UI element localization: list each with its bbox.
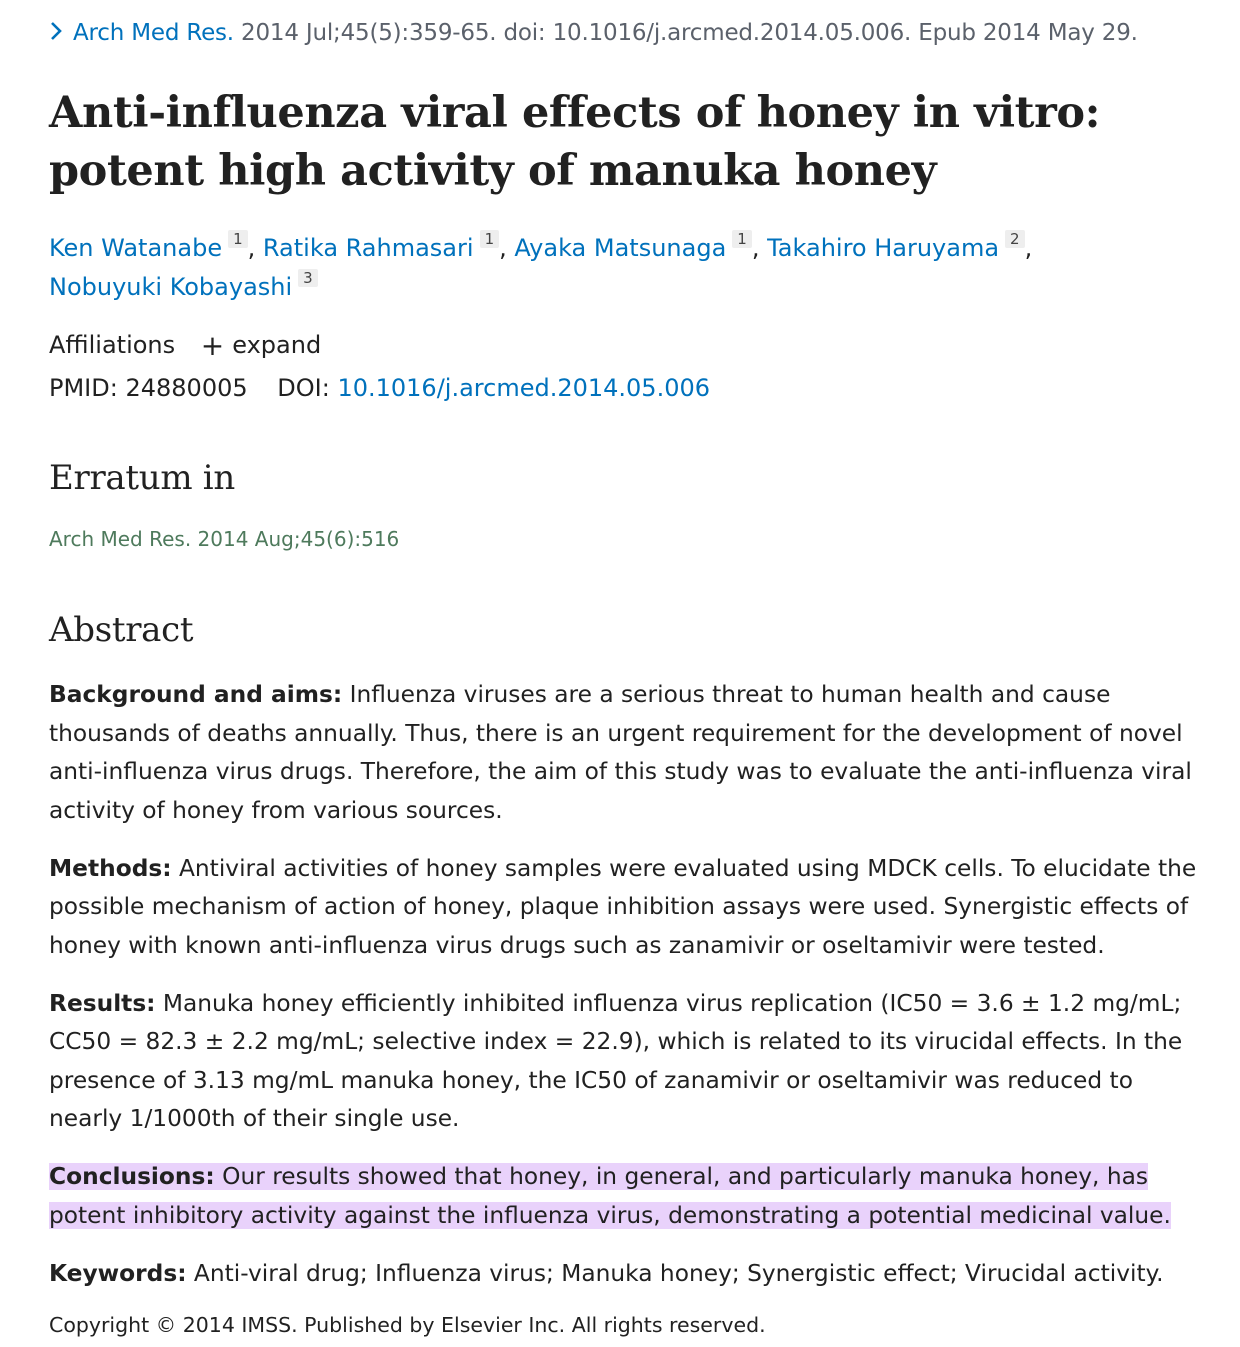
abstract-body <box>49 676 1209 1313</box>
affiliation-ref[interactable]: 3 <box>298 269 318 287</box>
affiliation-ref[interactable]: 1 <box>732 230 752 248</box>
abstract-heading: Abstract <box>49 610 194 650</box>
affiliation-ref[interactable]: 1 <box>480 230 500 248</box>
author-link[interactable]: Ayaka Matsunaga <box>514 234 727 262</box>
section-label: Results: <box>49 989 156 1017</box>
abstract-keywords <box>49 1255 1209 1294</box>
doi-label: DOI: <box>277 374 330 402</box>
abstract-conclusions <box>49 1158 1209 1235</box>
doi-link[interactable]: 10.1016/j.arcmed.2014.05.006 <box>337 374 711 402</box>
citation-details: 2014 Jul;45(5):359-65. doi: 10.1016/j.arcmed.2014.05.006. Epub 2014 May 29. <box>241 20 1138 46</box>
keywords-text: Anti-viral drug; Influenza virus; Manuka honey; Synergistic effect; Virucidal activity. <box>193 1259 1164 1287</box>
journal-citation <box>49 20 1138 46</box>
abstract-background <box>49 676 1209 830</box>
author-list: Ken Watanabe $^1$ , Ratika Rahmasari $^1$ , Ayaka Matsunaga $^1$ , Takahiro Haruyama $^2$ , Nobuyuki Kobayashi $^3$ <box>49 230 1033 301</box>
article-identifiers <box>49 373 710 403</box>
plus-icon: + <box>200 329 225 362</box>
pmid-value: 24880005 <box>125 374 248 402</box>
section-label: Methods: <box>49 854 172 882</box>
section-label: Background and aims: <box>49 681 343 708</box>
article-title: Anti-influenza viral effects of honey in vitro: potent high activity of manuka honey <box>49 88 1101 196</box>
affiliation-ref[interactable]: 2 <box>1005 230 1025 248</box>
section-text: Influenza viruses are a serious threat to human health and cause thousands of deaths annually. Thus, there is an urgent requirement for the development of novel anti-influenza virus drugs. Therefore, the aim of this study was to evaluate the anti-influenza viral activity of honey from various sources. <box>49 681 1192 824</box>
author-link[interactable]: Ken Watanabe <box>49 234 223 262</box>
section-label: Conclusions: <box>49 1163 215 1190</box>
erratum-heading: Erratum in <box>49 458 235 498</box>
affiliations-toggle[interactable] <box>49 330 321 361</box>
section-text: Our results showed that honey, in general, and particularly manuka honey, has potent inhibitory activity against the influenza virus, demonstrating a potential medicinal value. <box>49 1163 1171 1229</box>
erratum-link[interactable]: Arch Med Res. 2014 Aug;45(6):516 <box>49 527 400 551</box>
keywords-label: Keywords: <box>49 1259 187 1287</box>
section-text: Antiviral activities of honey samples were evaluated using MDCK cells. To elucidate the possible mechanism of action of honey, plaque inhibition assays were used. Synergistic effects of honey with known anti-influenza virus drugs such as zanamivir or oseltamivir were tested. <box>49 854 1197 959</box>
author-link[interactable]: Takahiro Haruyama <box>767 234 1000 262</box>
author-link[interactable]: Ratika Rahmasari <box>262 234 474 262</box>
abstract-methods <box>49 850 1209 966</box>
pmid-label: PMID: <box>49 374 118 402</box>
abstract-results <box>49 985 1209 1139</box>
chevron-right-icon[interactable] <box>49 20 63 46</box>
text-highlight <box>49 1163 1171 1229</box>
copyright-notice: Copyright © 2014 IMSS. Published by Elsevier Inc. All rights reserved. <box>49 1313 766 1337</box>
expand-label: expand <box>232 331 322 359</box>
section-text: Manuka honey efficiently inhibited influenza virus replication (IC50 = 3.6 ± 1.2 mg/mL; CC50 = 82.3 ± 2.2 mg/mL; selective index = 22.9), which is related to its virucidal effects. In the presence of 3.13 mg/mL manuka honey, the IC50 of zanamivir or oseltamivir was reduced to nearly 1/1000th of their single use. <box>49 989 1183 1132</box>
affiliation-ref[interactable]: 1 <box>228 230 248 248</box>
journal-link[interactable]: Arch Med Res. <box>73 20 234 46</box>
author-link[interactable]: Nobuyuki Kobayashi <box>49 273 293 301</box>
affiliations-label: Affiliations <box>49 331 176 359</box>
